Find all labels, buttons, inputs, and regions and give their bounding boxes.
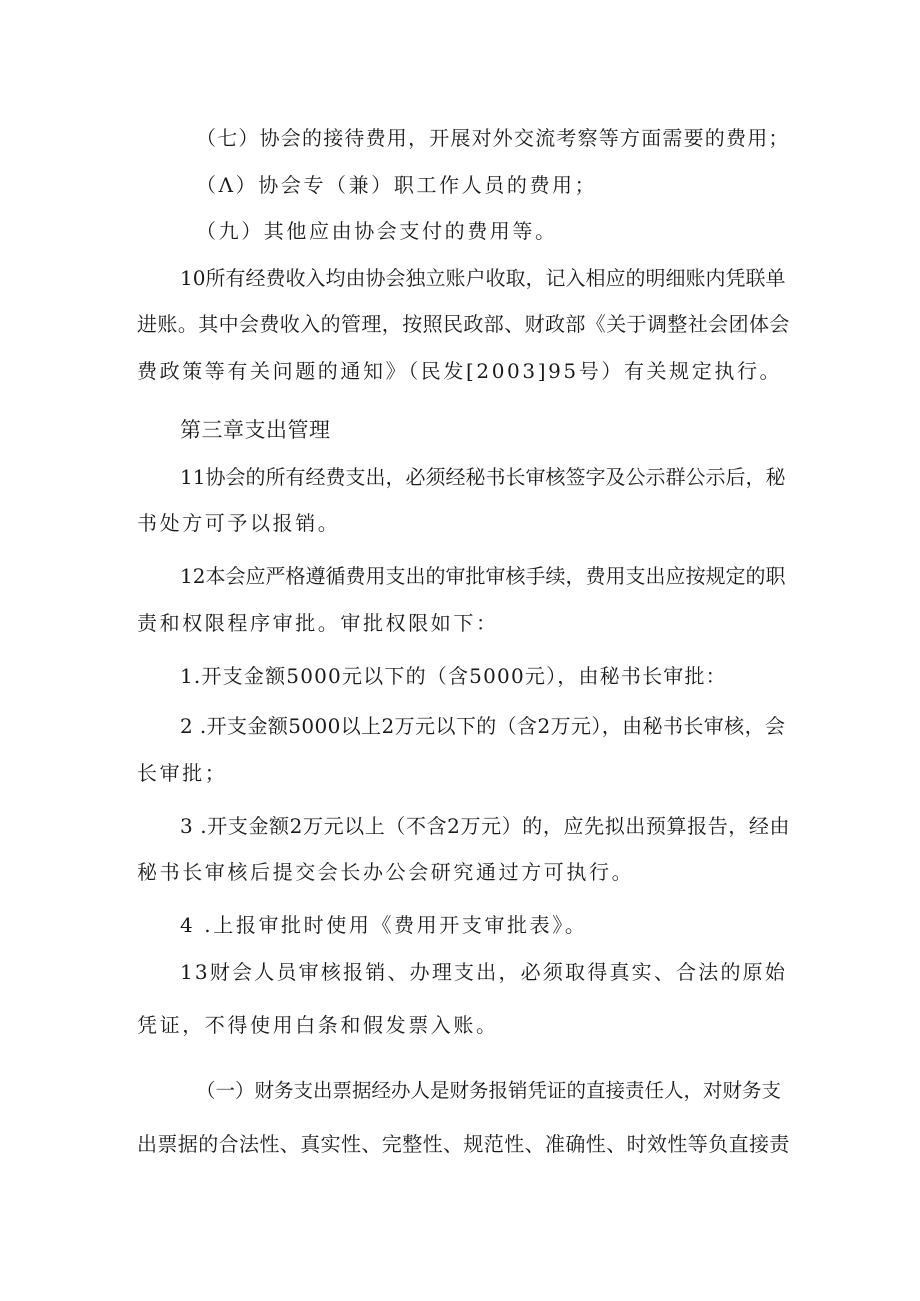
clause-1-line-2: 出票据的合法性、真实性、完整性、规范性、准确性、时效性等负直接责 [137,1132,790,1156]
approval-rule-3-line-2: 秘书长审核后提交会长办公会研究通过方可执行。 [137,860,635,884]
paragraph-11-line-1: 11协会的所有经费支出，必须经秘书长审核签字及公示群公示后，秘 [180,465,786,489]
approval-rule-1: 1.开支金额5000元以下的（含5000元），由秘书长审批： [180,664,727,688]
paragraph-13-line-1: 13财会人员审核报销、办理支出，必须取得真实、合法的原始 [180,960,788,984]
paragraph-10-line-1: 10所有经费收入均由协会独立账户收取，记入相应的明细账内凭联单 [180,266,786,290]
text-line-item-8: （Λ）协会专（兼）职工作人员的费用； [196,173,598,197]
text-line-item-7: （七）协会的接待费用，开展对外交流考察等方面需要的费用； [196,126,790,150]
clause-1-line-1: （一）财务支出票据经办人是财务报销凭证的直接责任人，对财务支 [196,1079,782,1102]
approval-rule-2-line-2: 长审批； [137,761,228,785]
chapter-heading: 第三章支出管理 [180,418,331,442]
text-line-item-9: （九）其他应由协会支付的费用等。 [196,219,558,243]
paragraph-10-line-3: 费政策等有关问题的通知》（民发[2003]95号）有关规定执行。 [137,359,783,383]
paragraph-12-line-2: 责和权限程序审批。审批权限如下： [137,611,499,635]
approval-rule-2-line-1: 2 .开支金额5000以上2万元以下的（含2万元），由秘书长审核，会 [180,714,786,738]
approval-rule-4: 4 .上报审批时使用《费用开支审批表》。 [180,913,588,937]
paragraph-11-line-2: 书处方可予以报销。 [137,511,341,535]
paragraph-12-line-1: 12本会应严格遵循费用支出的审批审核手续，费用支出应按规定的职 [180,564,786,588]
paragraph-13-line-2: 凭证，不得使用白条和假发票入账。 [137,1013,499,1037]
approval-rule-3-line-1: 3 .开支金额2万元以上（不含2万元）的，应先拟出预算报告，经由 [180,814,791,838]
paragraph-10-line-2: 进账。其中会费收入的管理，按照民政部、财政部《关于调整社会团体会 [137,312,790,336]
